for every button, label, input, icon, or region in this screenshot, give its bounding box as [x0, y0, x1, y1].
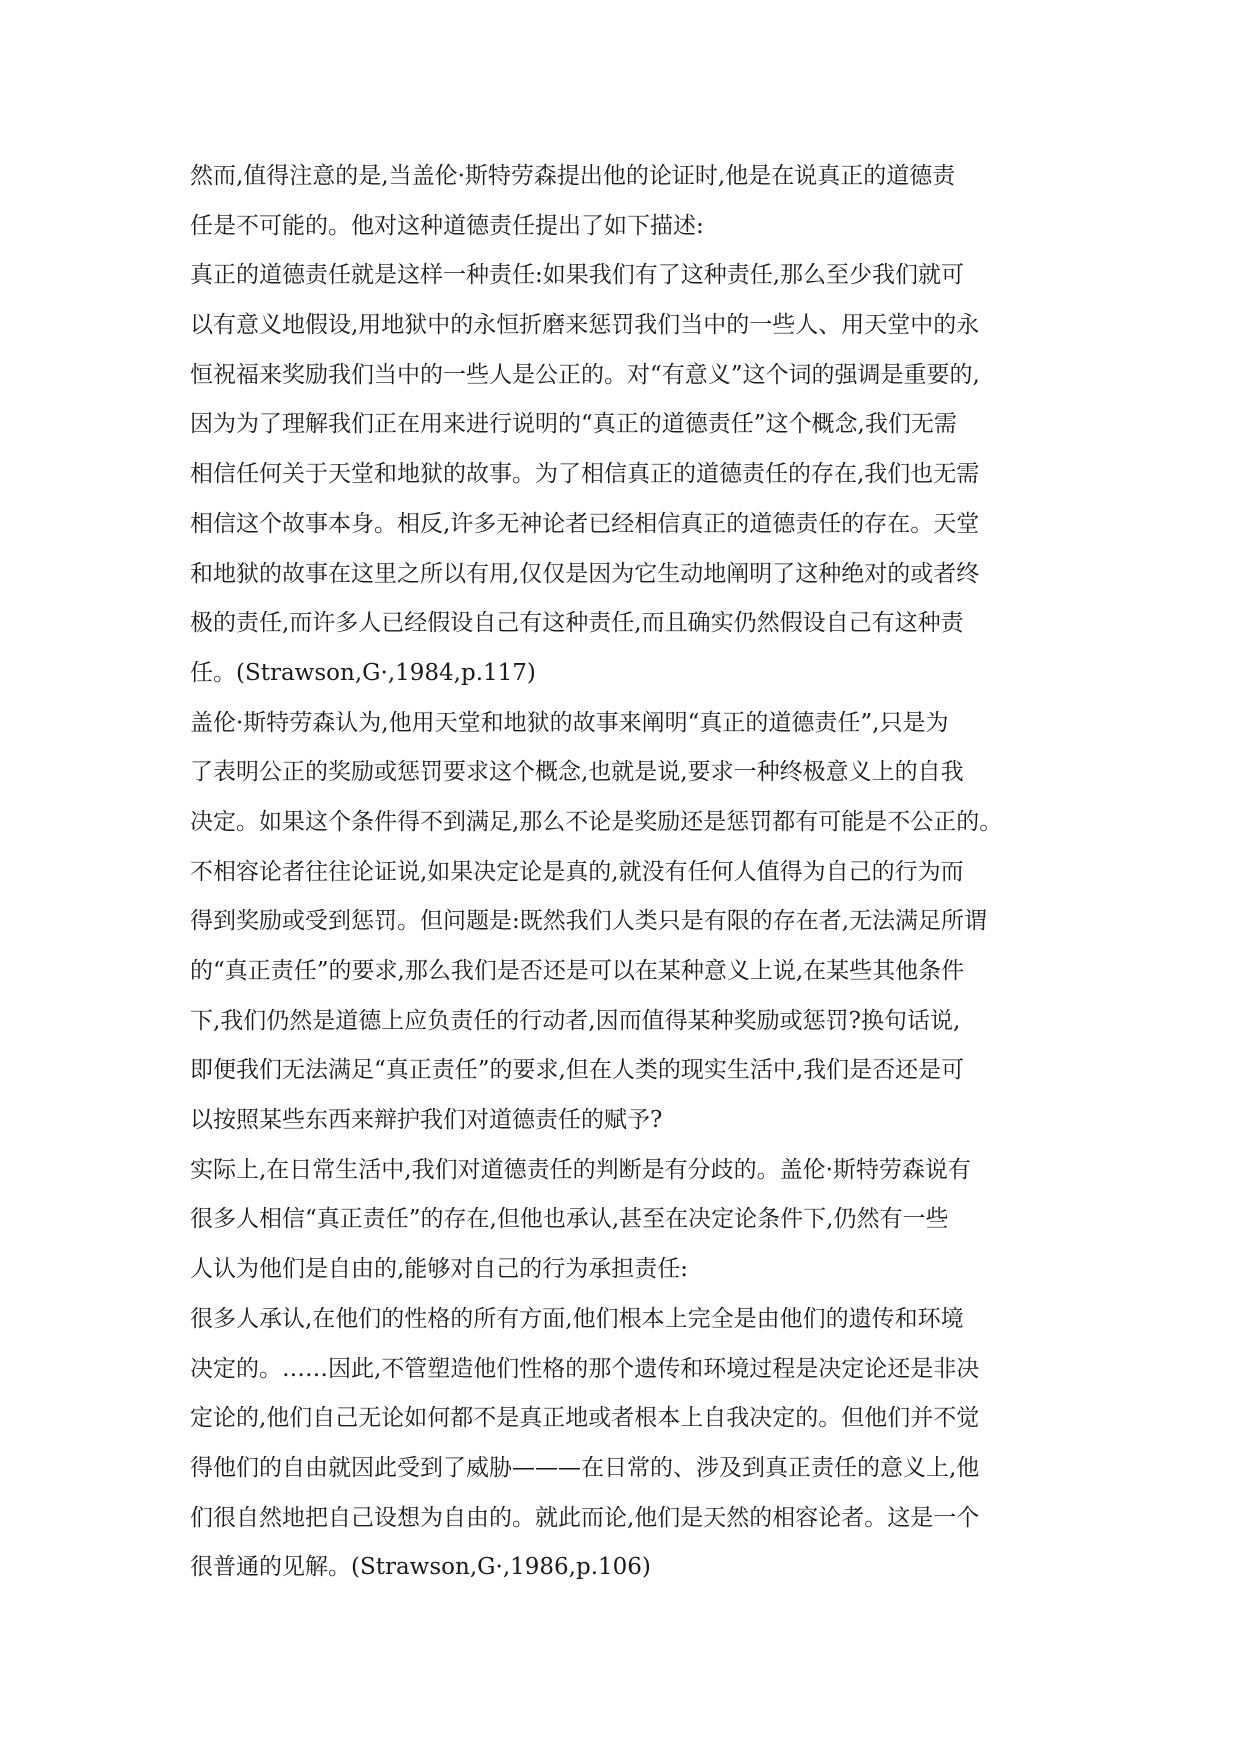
text-line: 真正的道德责任就是这样一种责任:如果我们有了这种责任,那么至少我们就可 [190, 262, 965, 289]
text-line: 以按照某些东西来辩护我们对道德责任的赋予? [190, 1107, 663, 1134]
text-line: 相信这个故事本身。相反,许多无神论者已经相信真正的道德责任的存在。天堂 [190, 510, 980, 537]
text-line: 很多人相信“真正责任”的存在,但他也承认,甚至在决定论条件下,仍然有一些 [190, 1206, 949, 1233]
text-line: 得他们的自由就因此受到了威胁———在日常的、涉及到真正责任的意义上,他 [190, 1454, 980, 1481]
text-line: 们很自然地把自己设想为自由的。就此而论,他们是天然的相容论者。这是一个 [190, 1504, 980, 1531]
text-line: 决定。如果这个条件得不到满足,那么不论是奖励还是惩罚都有可能是不公正的。 [190, 808, 1003, 835]
text-line: 得到奖励或受到惩罚。但问题是:既然我们人类只是有限的存在者,无法满足所谓 [190, 908, 988, 935]
text-line: 的“真正责任”的要求,那么我们是否还是可以在某种意义上说,在某些其他条件 [190, 958, 965, 984]
text-line: 不相容论者往往论证说,如果决定论是真的,就没有任何人值得为自己的行为而 [190, 858, 964, 885]
text-line: 盖伦·斯特劳森认为,他用天堂和地狱的故事来阐明“真正的道德责任”,只是为 [190, 709, 949, 736]
text-line: 了表明公正的奖励或惩罚要求这个概念,也就是说,要求一种终极意义上的自我 [190, 759, 964, 786]
paragraph [190, 1146, 1048, 1295]
body-text [190, 152, 1048, 1593]
text-line: 任是不可能的。他对这种道德责任提出了如下描述: [190, 212, 704, 239]
paragraph [190, 152, 1048, 251]
text-line: 实际上,在日常生活中,我们对道德责任的判断是有分歧的。盖伦·斯特劳森说有 [190, 1156, 971, 1183]
text-line: 决定的。……因此,不管塑造他们性格的那个遗传和环境过程是决定论还是非决 [190, 1355, 980, 1382]
text-line: 人认为他们是自由的,能够对自己的行为承担责任: [190, 1256, 689, 1283]
text-line: 因为为了理解我们正在用来进行说明的“真正的道德责任”这个概念,我们无需 [190, 411, 957, 438]
text-line: 相信任何关于天堂和地狱的故事。为了相信真正的道德责任的存在,我们也无需 [190, 461, 980, 488]
text-line: 定论的,他们自己无论如何都不是真正地或者根本上自我决定的。但他们并不觉 [190, 1405, 980, 1432]
text-line: 极的责任,而许多人已经假设自己有这种责任,而且确实仍然假设自己有这种责 [190, 610, 964, 637]
text-line: 和地狱的故事在这里之所以有用,仅仅是因为它生动地阐明了这种绝对的或者终 [190, 560, 980, 587]
text-line: 即便我们无法满足“真正责任”的要求,但在人类的现实生活中,我们是否还是可 [190, 1057, 965, 1084]
text-line: 很多人承认,在他们的性格的所有方面,他们根本上完全是由他们的遗传和环境 [190, 1305, 964, 1332]
text-line: 恒祝福来奖励我们当中的一些人是公正的。对“有意义”这个词的强调是重要的, [190, 361, 980, 388]
block-quote [190, 251, 1048, 698]
text-line: 下,我们仍然是道德上应负责任的行动者,因而值得某种奖励或惩罚?换句话说, [190, 1007, 961, 1034]
text-line: 很普通的见解。(Strawson,G·,1986,p.106) [190, 1554, 651, 1581]
text-line: 以有意义地假设,用地狱中的永恒折磨来惩罚我们当中的一些人、用天堂中的永 [190, 312, 980, 339]
text-line: 然而,值得注意的是,当盖伦·斯特劳森提出他的论证时,他是在说真正的道德责 [190, 163, 956, 189]
paragraph [190, 699, 1048, 1146]
text-line: 任。(Strawson,G·,1984,p.117) [190, 659, 536, 686]
block-quote [190, 1295, 1048, 1593]
